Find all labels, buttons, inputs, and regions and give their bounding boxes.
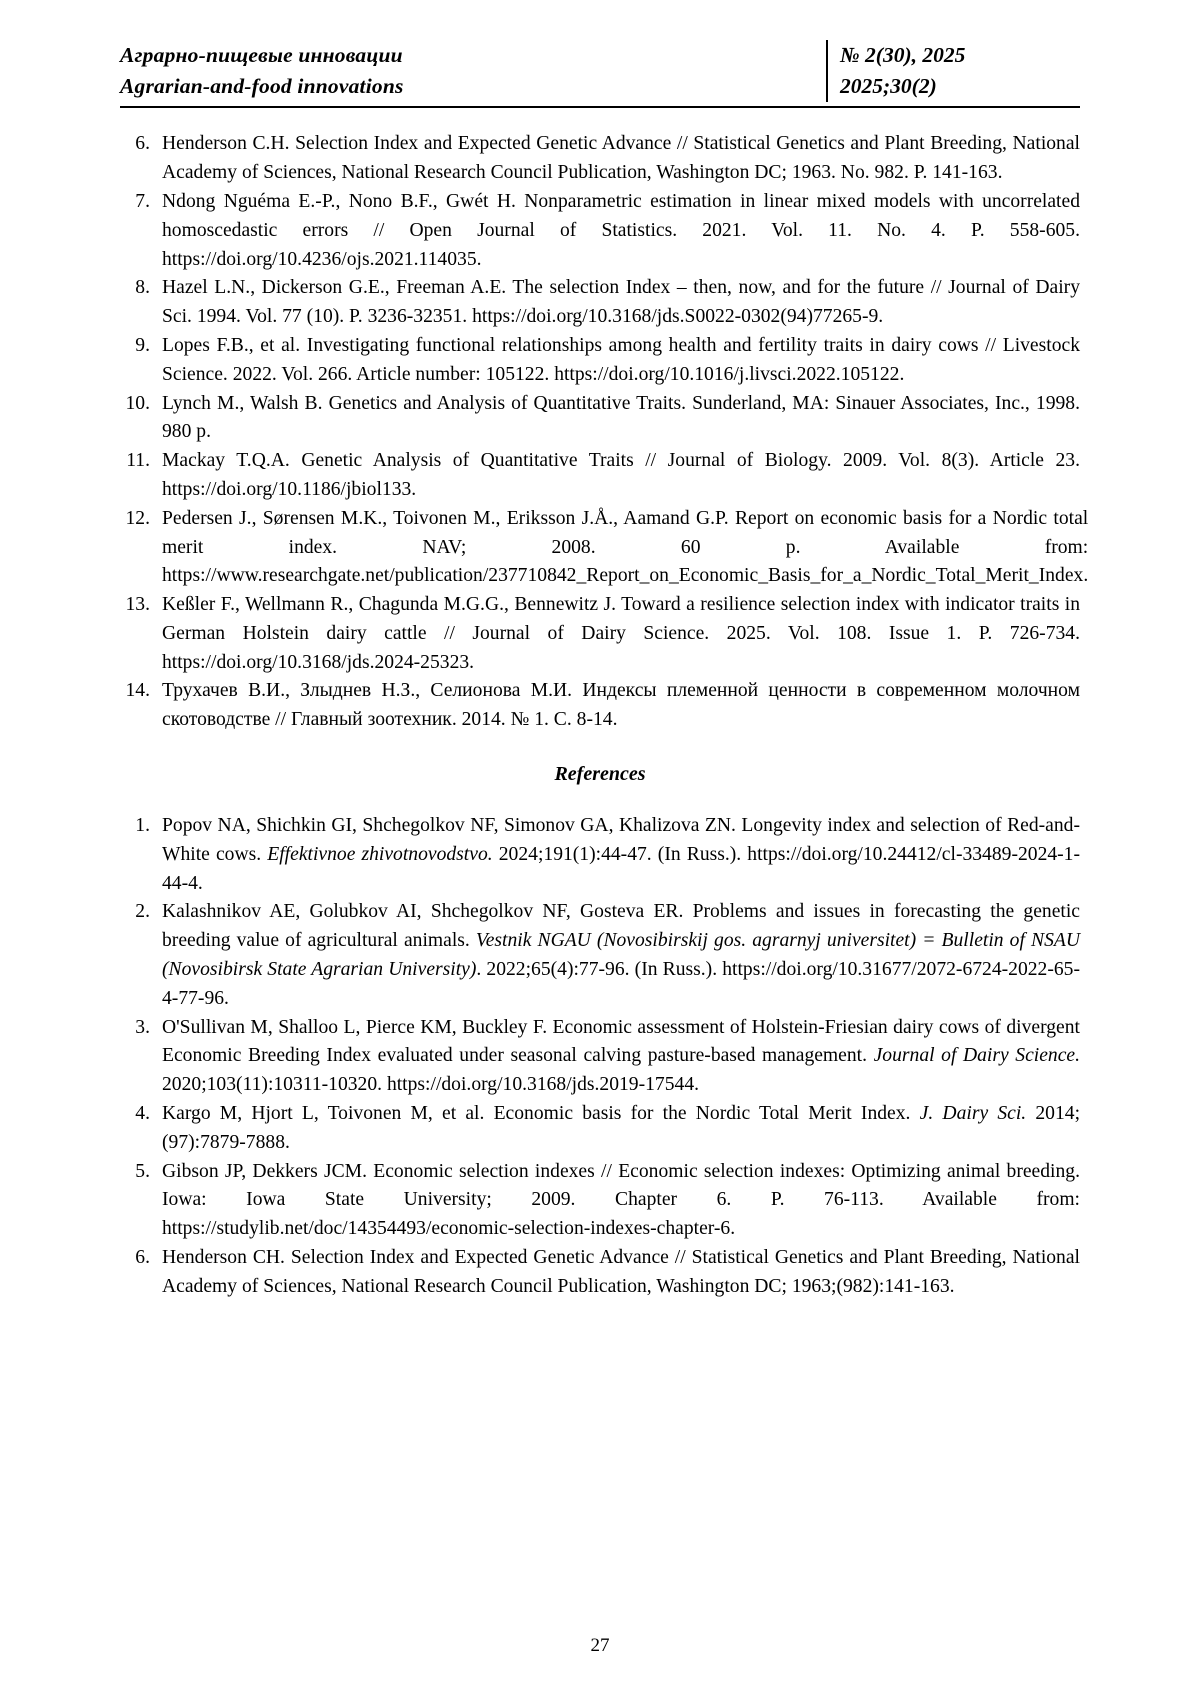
journal-title-en: Agrarian-and-food innovations (120, 74, 404, 99)
reference-text: Kalashnikov AE, Golubkov AI, Shchegolkov NF, Gosteva ER. Problems and issues in forecasting the genetic breeding value of agricultural animals. Vestnik NGAU (Novosibirskij gos. agrarnyj universitet) = Bulletin of NSAU (Novosibirsk State Agrarian University). 2022;65(4):77-96. (In Russ.). https://doi.org/10.31677/2072-6724-2022-65-4-77-96. (162, 901, 1080, 1009)
references-list (120, 812, 1080, 1302)
reference-number: 6. (135, 1247, 150, 1269)
reference-item (120, 1014, 1080, 1100)
journal-title-block (120, 40, 404, 102)
reference-text: Kargo M, Hjort L, Toivonen M, et al. Economic basis for the Nordic Total Merit Index. J. Dairy Sci. 2014;(97):7879-7888. (162, 1103, 1081, 1153)
reference-item (120, 505, 1089, 591)
reference-number: 14. (125, 680, 150, 702)
reference-item (120, 1158, 1080, 1244)
reference-item (120, 447, 1080, 505)
reference-text: Hazel L.N., Dickerson G.E., Freeman A.E. The selection Index – then, now, and for the future // Journal of Dairy Sci. 1994. Vol. 77 (10). P. 3236-32351. https://doi.org/10.3168/jds.S0022-0302(94)77265-9. (162, 277, 1080, 328)
reference-number: 9. (135, 334, 150, 356)
reference-number: 8. (135, 277, 150, 299)
reference-text: Lynch M., Walsh B. Genetics and Analysis of Quantitative Traits. Sunderland, MA: Sinauer Associates, Inc., 1998. 980 p. (162, 392, 1080, 443)
reference-text: Gibson JP, Dekkers JCM. Economic selection indexes // Economic selection indexes: Optimizing animal breeding. Iowa: Iowa State University; 2009. Chapter 6. P. 76-113. Available from: https://studylib.net/doc/14354493/economic-selection-indexes-chapter-6. (162, 1160, 1080, 1240)
reference-text: Keßler F., Wellmann R., Chagunda M.G.G., Bennewitz J. Toward a resilience selection index with indicator traits in German Holstein dairy cattle // Journal of Dairy Science. 2025. Vol. 108. Issue 1. P. 726-734. https://doi.org/10.3168/jds.2024-25323. (162, 594, 1080, 673)
reference-item (120, 130, 1080, 188)
reference-text: Mackay T.Q.A. Genetic Analysis of Quantitative Traits // Journal of Biology. 2009. Vol. 8(3). Article 23. https://doi.org/10.1186/jbiol133. (162, 450, 1080, 500)
reference-number: 12. (125, 507, 150, 529)
page-header (120, 40, 1080, 108)
reference-text: Lopes F.B., et al. Investigating functional relationships among health and fertility traits in dairy cows // Livestock Science. 2022. Vol. 266. Article number: 105122. https://doi.org/10.1016/j.livsci.2022.105122. (162, 334, 1080, 385)
reference-item (120, 390, 1080, 448)
issue-en: 2025;30(2) (840, 74, 937, 99)
reference-text: Henderson C.H. Selection Index and Expected Genetic Advance // Statistical Genetics and Plant Breeding, National Academy of Sciences, National Research Council Publication, Washington DC; 1963. No. 982. P. 141-163. (162, 133, 1080, 184)
reference-number: 6. (135, 133, 150, 155)
reference-number: 7. (135, 190, 150, 212)
reference-item (120, 677, 1080, 735)
reference-item (120, 274, 1080, 332)
reference-text: Ndong Nguéma E.-P., Nono B.F., Gwét H. Nonparametric estimation in linear mixed models with uncorrelated homoscedastic errors // Open Journal of Statistics. 2021. Vol. 11. No. 4. P. 558-605. https://doi.org/10.4236/ojs.2021.114035. (162, 190, 1080, 270)
reference-text: Pedersen J., Sørensen M.K., Toivonen M., Eriksson J.Å., Aamand G.P. Report on economic basis for a Nordic total merit index. NAV; 2008. 60 p. Available from: https://www.researchgate.net/publication/237710842_Report_on_Economic_Basis_for_a_Nordic_Total_Merit_Index. (162, 507, 1089, 587)
reference-text: Henderson CH. Selection Index and Expected Genetic Advance // Statistical Genetics and Plant Breeding, National Academy of Sciences, National Research Council Publication, Washington DC; 1963;(982):141-163. (162, 1247, 1080, 1297)
reference-item (120, 1100, 1080, 1158)
reference-number: 10. (125, 392, 150, 414)
reference-text: Трухачев В.И., Злыднев Н.З., Селионова М.И. Индексы племенной ценности в современном молочном скотоводстве // Главный зоотехник. 2014. № 1. С. 8-14. (162, 680, 1080, 731)
issue-block (826, 40, 1080, 102)
bibliography-list (120, 130, 1089, 735)
reference-item (120, 591, 1080, 677)
journal-title-ru: Аграрно-пищевые инновации (120, 43, 403, 67)
reference-item (120, 188, 1080, 274)
reference-item (120, 332, 1080, 390)
reference-item (120, 1244, 1080, 1302)
references-heading: References (554, 763, 646, 786)
reference-number: 1. (135, 815, 150, 837)
reference-number: 4. (135, 1103, 150, 1125)
reference-text: O'Sullivan M, Shalloo L, Pierce KM, Buckley F. Economic assessment of Holstein-Friesian dairy cows of divergent Economic Breeding Index evaluated under seasonal calving pasture-based management. Journal of Dairy Science. 2020;103(11):10311-10320. https://doi.org/10.3168/jds.2019-17544. (162, 1016, 1080, 1096)
reference-number: 11. (126, 450, 150, 472)
issue-ru: № 2(30), 2025 (840, 43, 966, 67)
reference-number: 13. (125, 594, 150, 616)
reference-item (120, 812, 1080, 898)
reference-number: 3. (135, 1016, 150, 1038)
reference-item (120, 898, 1080, 1013)
reference-text: Popov NA, Shichkin GI, Shchegolkov NF, Simonov GA, Khalizova ZN. Longevity index and selection of Red-and-White cows. Effektivnoe zhivotnovodstvo. 2024;191(1):44-47. (In Russ.). https://doi.org/10.24412/cl-33489-2024-1-44-4. (162, 815, 1081, 894)
page-number: 27 (590, 1635, 610, 1656)
reference-number: 2. (135, 901, 150, 923)
reference-number: 5. (135, 1160, 150, 1182)
